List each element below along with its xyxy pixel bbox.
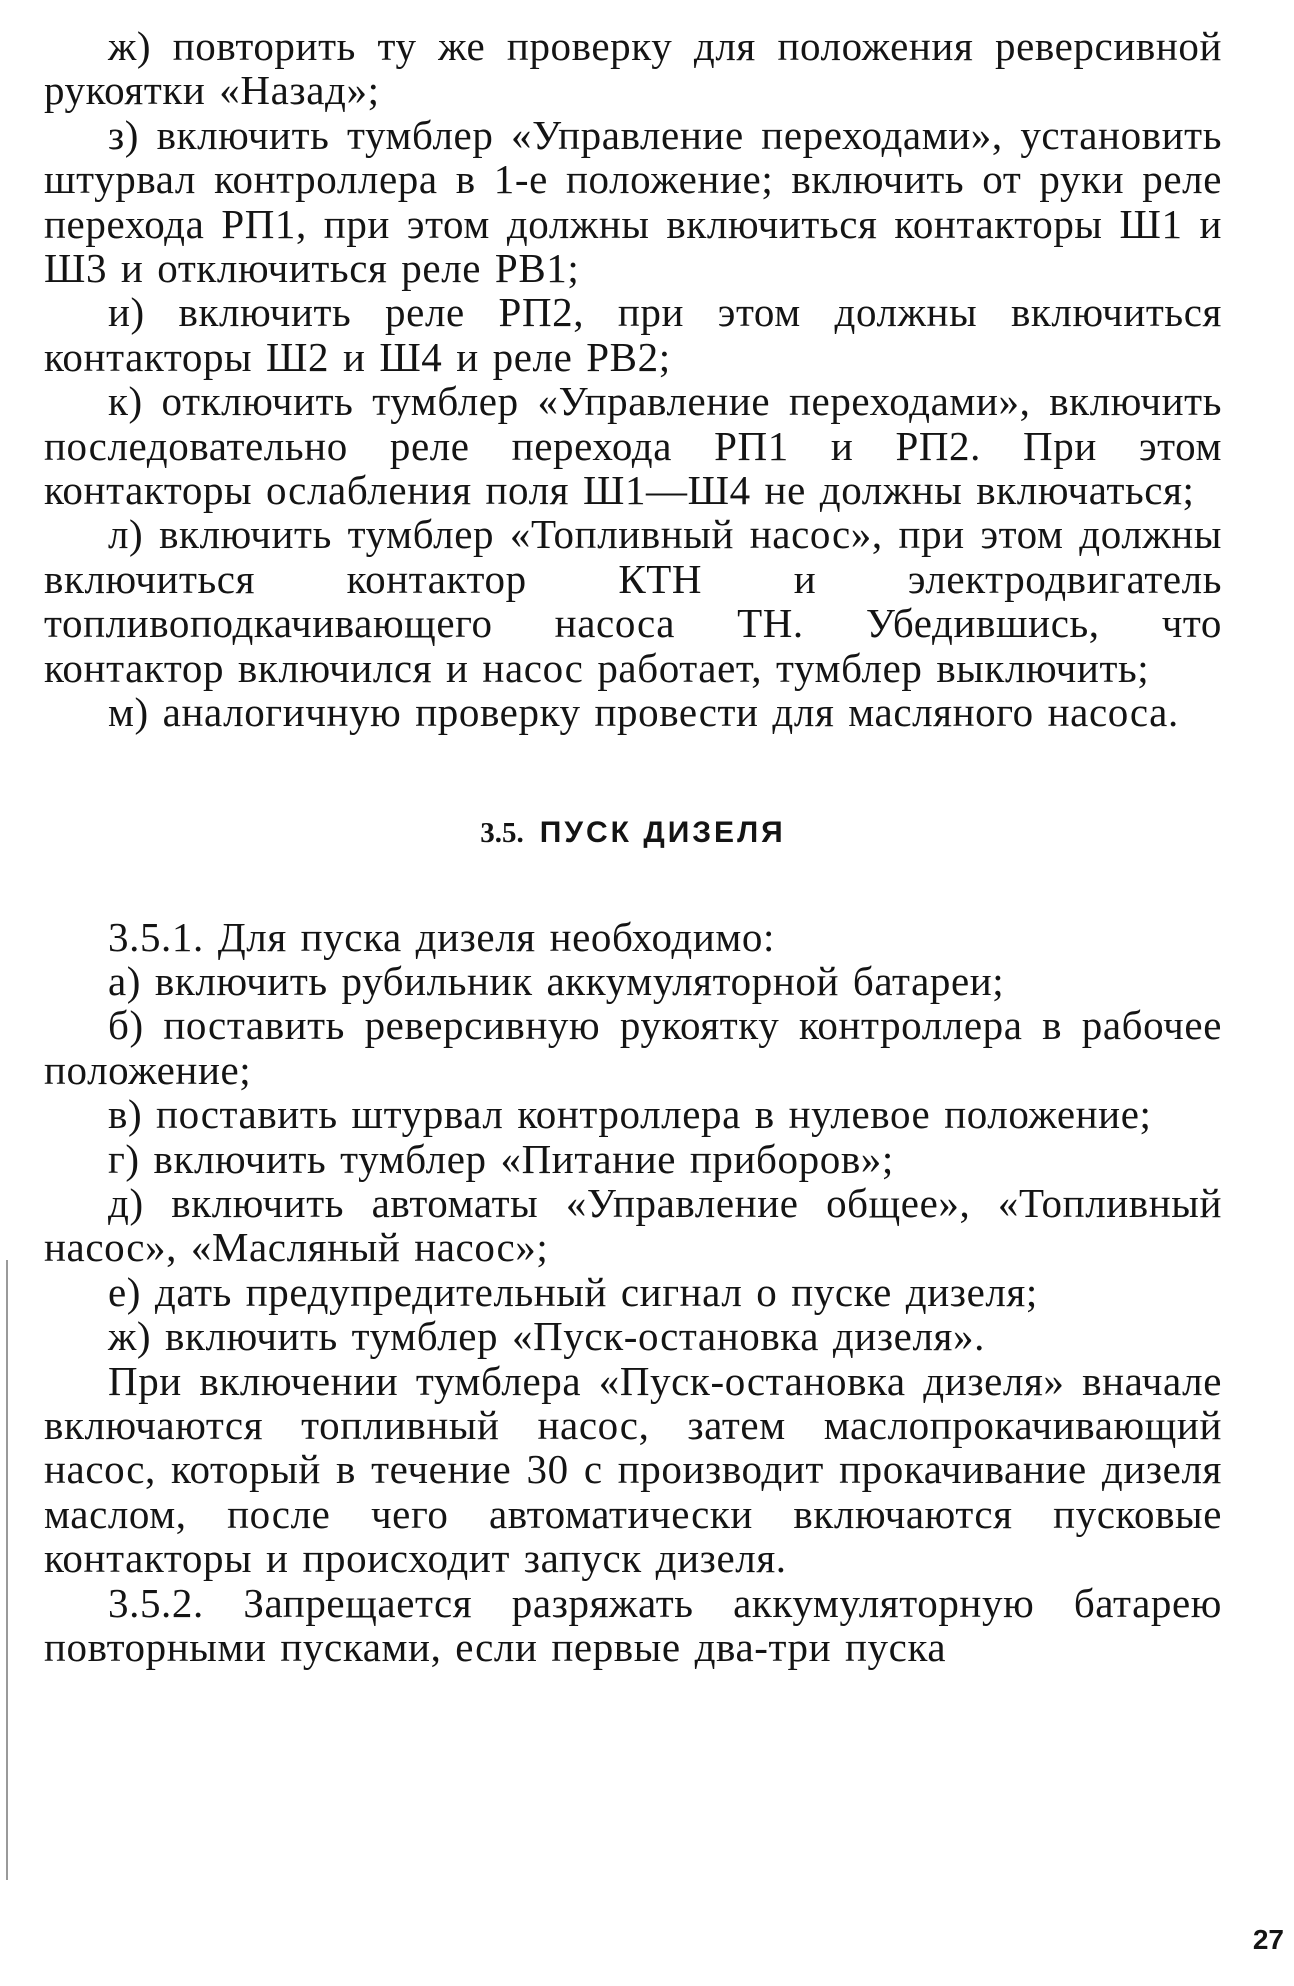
list-item-v: в) поставить штурвал контроллера в нулевое положение; [108,1091,1152,1138]
clause-3-5-1-intro: 3.5.1. Для пуска дизеля необходимо: [108,913,776,960]
list-item-b: б) поставить реверсивную рукоятку контроллера в рабочее положение; [44,1002,1222,1093]
page-number: 27 [1252,1924,1284,1955]
text-block-bottom [44,915,1222,1670]
clause-3-5-2: 3.5.2. Запрещается разряжать аккумуляторную батарею повторными пусками, если первые два-три пуска [44,1579,1222,1670]
list-item-zh-2: ж) включить тумблер «Пуск-остановка дизеля». [108,1313,985,1360]
book-page [44,24,1222,1964]
list-item-i: и) включить реле РП2, при этом должны включиться контакторы Ш2 и Ш4 и реле РВ2; [44,289,1222,380]
list-item-l: л) включить тумблер «Топливный насос», при этом должны включиться контактор КТН и электродвигатель топливоподкачивающего насоса ТН. Убедившись, что контактор включился и насос работает, тумблер выключить; [44,511,1222,691]
list-item-m: м) аналогичную проверку провести для масляного насоса. [108,689,1179,736]
list-item-d: д) включить автоматы «Управление общее», «Топливный насос», «Масляный насос»; [44,1179,1222,1271]
section-heading [44,793,1222,873]
list-item-a: а) включить рубильник аккумуляторной батареи; [108,957,1005,1004]
paragraph-start-sequence: При включении тумблера «Пуск-остановка дизеля» вначале включаются топливный насос, затем маслопрокачивающий насос, который в течение 30 с производит прокачивание дизеля маслом, после чего автоматически включаются пусковые контакторы и происходит запуск дизеля. [44,1357,1222,1582]
list-item-e: е) дать предупредительный сигнал о пуске дизеля; [108,1268,1038,1315]
list-item-z: з) включить тумблер «Управление переходами», установить штурвал контроллера в 1-е положение; включить от руки реле перехода РП1, при этом должны включиться контакторы Ш1 и Ш3 и отключиться реле РВ1; [44,111,1222,292]
section-number: 3.5. [480,816,524,849]
text-block-top [44,24,1222,735]
section-title: ПУСК ДИЗЕЛЯ [539,815,786,849]
list-item-g: г) включить тумблер «Питание приборов»; [108,1135,894,1182]
list-item-k: к) отключить тумблер «Управление переходами», включить последовательно реле перехода РП1 и РП2. При этом контакторы ослабления поля Ш1—Ш4 не должны включаться; [44,378,1222,514]
page-binding-edge [6,1260,8,1880]
list-item-zh: ж) повторить ту же проверку для положения реверсивной рукоятки «Назад»; [44,23,1222,114]
